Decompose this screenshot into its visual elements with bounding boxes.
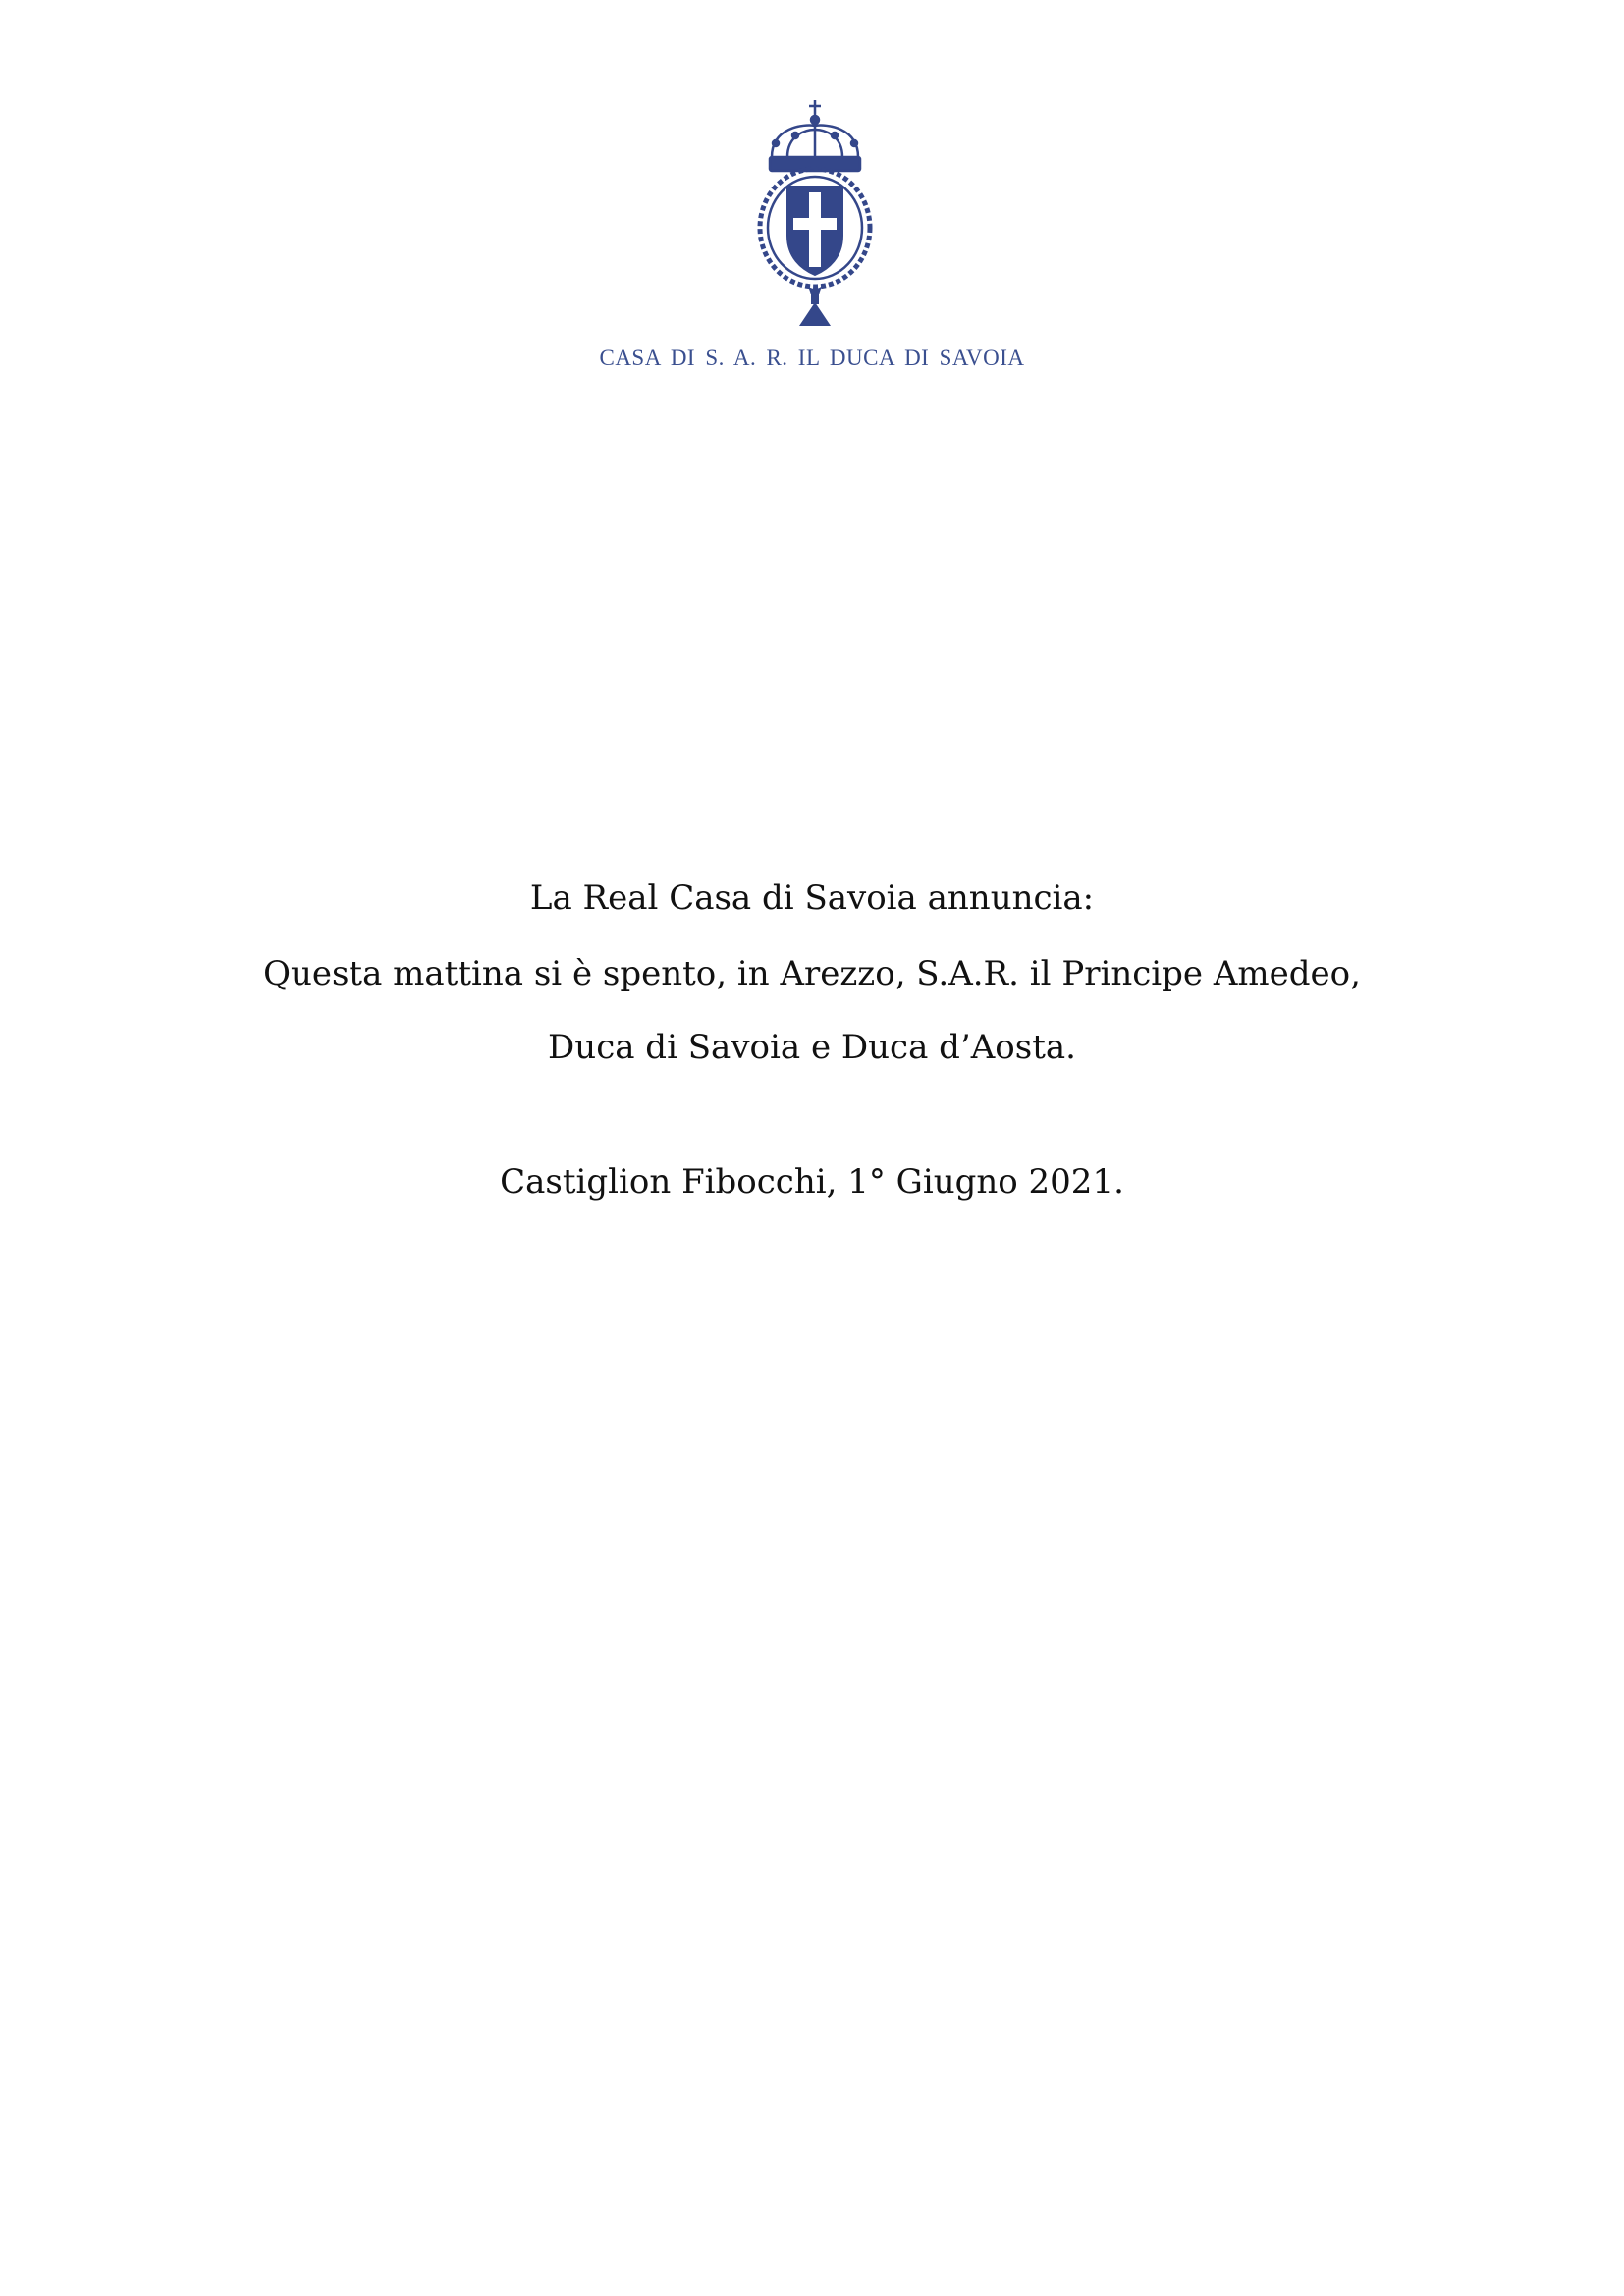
savoy-coat-of-arms-icon xyxy=(754,98,876,329)
announcement-line-3: Duca di Savoia e Duca d’Aosta. xyxy=(548,1028,1076,1067)
dateline: Castiglion Fibocchi, 1° Giugno 2021. xyxy=(500,1162,1124,1201)
announcement-line-1: La Real Casa di Savoia annuncia: xyxy=(529,879,1095,918)
announcement-line-2: Questa mattina si è spento, in Arezzo, S.A.R. il Principe Amedeo, xyxy=(263,954,1361,993)
house-caption: CASA DI S. A. R. IL DUCA DI SAVOIA xyxy=(599,346,1025,370)
